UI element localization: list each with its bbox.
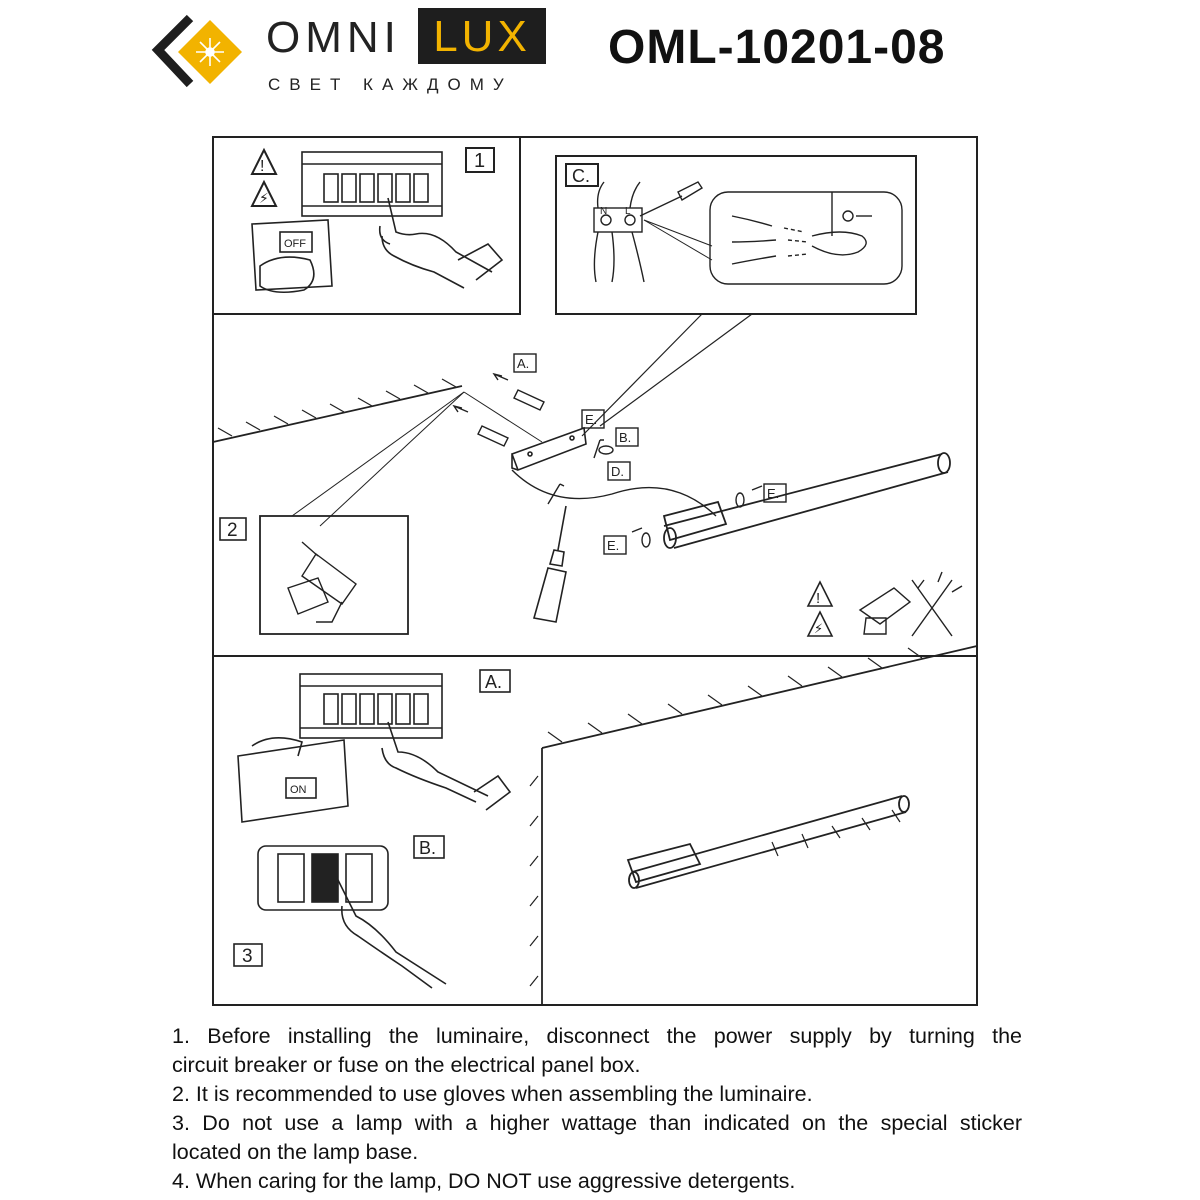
off-label: OFF (284, 238, 306, 250)
step2-inset (260, 516, 408, 634)
step1-number: 1 (474, 150, 486, 172)
switch-on-icon (238, 738, 348, 822)
note-line-6: 4. When caring for the lamp, DO NOT use aggressive detergents. (172, 1169, 796, 1193)
terminal-block-icon (594, 182, 644, 282)
terminal-n: N (600, 206, 608, 217)
note-line-2: circuit breaker or fuse on the electrical panel box. (172, 1053, 641, 1077)
callout-e-label-left: E. (607, 538, 620, 553)
section3-a-label: A. (485, 672, 503, 692)
step2-area (213, 354, 962, 636)
light-rays-icon (772, 810, 900, 856)
safety-notes (172, 1022, 1022, 1196)
wall-hatch (218, 379, 456, 436)
wire-strip-detail (710, 192, 902, 284)
installation-diagram (212, 136, 978, 1006)
mounting-bracket-icon (512, 428, 586, 470)
callout-e-label-top: E. (585, 412, 598, 427)
electric-hazard-icon (252, 182, 276, 206)
breaker-panel-icon (302, 152, 442, 216)
callout-c-label: C. (572, 166, 590, 186)
brand-tagline: СВЕТ КАЖДОМУ (268, 75, 513, 94)
step2-number: 2 (227, 520, 238, 541)
drill-icon (288, 542, 356, 622)
luminaire-icon (664, 453, 950, 548)
wall-corner (542, 646, 977, 748)
switch-off-icon (252, 220, 332, 292)
note-line-4: 3. Do not use a lamp with a higher wattage than indicated on the special sticker (172, 1111, 1022, 1135)
hand-switch-icon (336, 876, 446, 988)
end-cap-icon (632, 486, 762, 547)
svg-text:⚡: ⚡ (259, 190, 269, 206)
warning-icon-bottom (808, 582, 832, 636)
wall-hatch-step3 (530, 648, 922, 986)
step3-number: 3 (242, 946, 253, 967)
svg-text:!: ! (260, 158, 265, 175)
svg-text:⚡: ⚡ (814, 621, 824, 636)
wall-anchor-icon (478, 390, 544, 446)
note-line-1: 1. Before installing the luminaire, disconnect the power supply by turning the (172, 1024, 1022, 1048)
sparkle-icon (196, 38, 224, 66)
svg-text:!: ! (816, 590, 821, 607)
brand-name-omni: OMNI (266, 13, 401, 62)
wall-edge (213, 386, 462, 442)
installed-luminaire-icon (628, 796, 909, 888)
callout-a-label: A. (517, 356, 530, 371)
screwdriver-icon (534, 506, 566, 622)
section3-b-label: B. (419, 838, 437, 858)
warning-icon (252, 150, 276, 175)
step1-panel (213, 137, 520, 314)
screwdriver-small-icon (640, 182, 702, 216)
breaker-panel-step3-icon (300, 674, 442, 738)
hand-step3-icon (382, 722, 510, 810)
hand-icon (380, 198, 502, 288)
brand-lux-box (418, 8, 546, 64)
callout-c-panel (556, 156, 916, 436)
callout-b-label: B. (619, 430, 632, 445)
wall-switch-icon (258, 846, 388, 910)
model-number: OML-10201-08 (608, 21, 946, 74)
on-label: ON (290, 784, 307, 796)
screw-icon (548, 440, 613, 504)
note-line-5: located on the lamp base. (172, 1140, 419, 1164)
callout-d-label: D. (611, 464, 624, 479)
note-line-3: 2. It is recommended to use gloves when assembling the luminaire. (172, 1082, 813, 1106)
no-drill-near-wiring-icon (860, 572, 962, 636)
brand-name-lux: LUX (433, 12, 531, 61)
terminal-l: L (625, 206, 631, 217)
callout-e-label-right: E. (767, 486, 780, 501)
logo-mark (150, 8, 250, 98)
step3-panel (234, 646, 977, 1004)
